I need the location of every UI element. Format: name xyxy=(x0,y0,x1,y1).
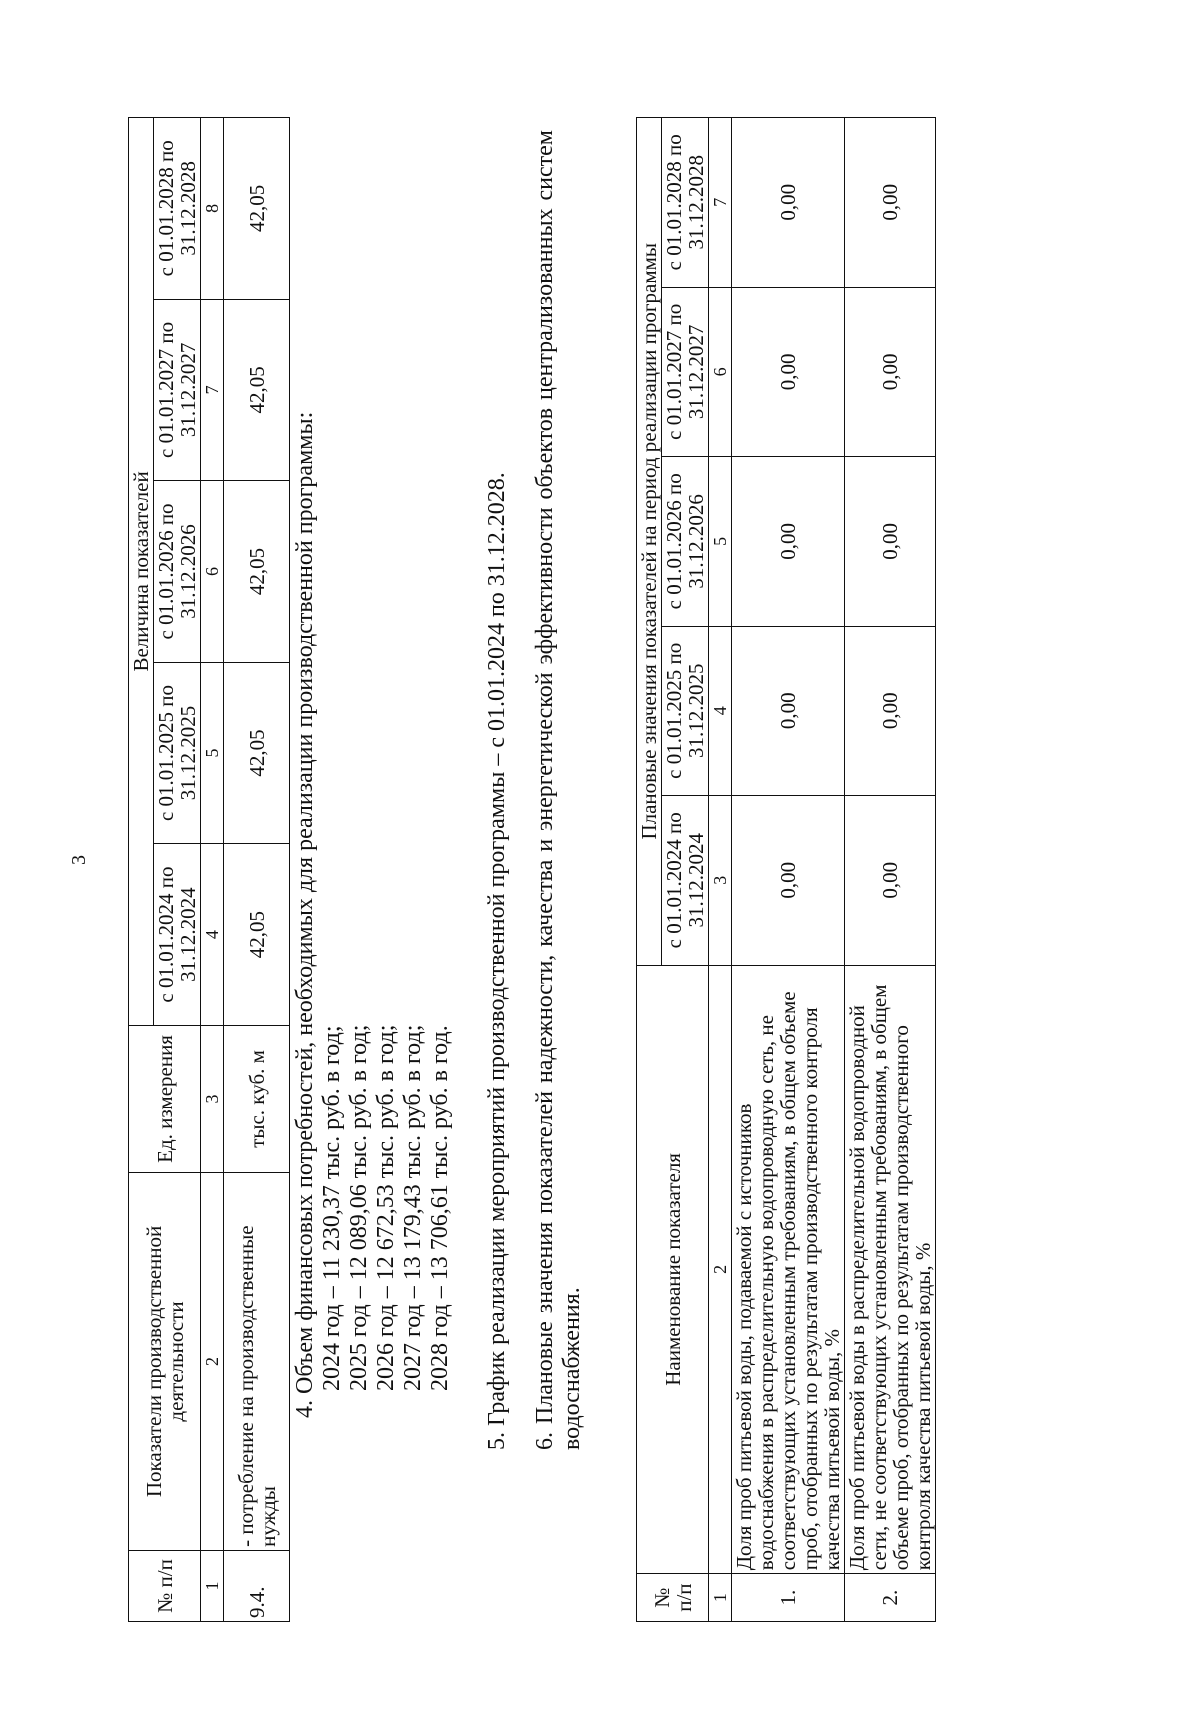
header-num: № п/п xyxy=(129,1550,201,1621)
header-period: с 01.01.2024 по 31.12.2024 xyxy=(662,796,709,965)
row-value: 0,00 xyxy=(845,457,936,626)
index-cell: 1 xyxy=(201,1550,224,1621)
header-period: с 01.01.2026 по 31.12.2026 xyxy=(154,481,201,663)
row-name: Доля проб питьевой воды, подаваемой с источников водоснабжения в распределительную водопроводную сеть, не соответствующих установленным требованиям, в общем объеме проб, отобранных по результатам производственного контроля качества питьевой воды, % xyxy=(732,965,845,1574)
row-name: - потребление на производственные нужды xyxy=(224,1173,290,1551)
row-num: 9.4. xyxy=(224,1550,290,1621)
financial-line: 2027 год – 13 179,43 тыс. руб. в год; xyxy=(400,1024,426,1391)
section-5-schedule: 5. График реализации мероприятий производственной программы – с 01.01.2024 по 31.12.2028. xyxy=(484,472,510,1450)
table-row xyxy=(732,118,845,1622)
row-value: 42,05 xyxy=(224,299,290,481)
header-period: с 01.01.2028 по 31.12.2028 xyxy=(662,118,709,288)
index-cell: 1 xyxy=(709,1574,732,1622)
header-period: с 01.01.2025 по 31.12.2025 xyxy=(662,626,709,795)
row-value: 0,00 xyxy=(845,287,936,456)
financial-line: 2026 год – 12 672,53 тыс. руб. в год; xyxy=(373,1024,399,1391)
row-num: 2. xyxy=(845,1574,936,1622)
index-cell: 6 xyxy=(709,287,732,456)
financial-line: 2025 год – 12 089,06 тыс. руб. в год; xyxy=(346,1024,372,1391)
index-cell: 4 xyxy=(709,626,732,795)
header-period: с 01.01.2028 по 31.12.2028 xyxy=(154,118,201,300)
header-period: с 01.01.2026 по 31.12.2026 xyxy=(662,457,709,626)
row-value: 0,00 xyxy=(732,626,845,795)
row-value: 0,00 xyxy=(732,796,845,965)
row-num: 1. xyxy=(732,1574,845,1622)
row-value: 0,00 xyxy=(732,287,845,456)
index-cell: 7 xyxy=(201,299,224,481)
row-value: 42,05 xyxy=(224,118,290,300)
row-value: 0,00 xyxy=(732,457,845,626)
row-value: 42,05 xyxy=(224,844,290,1026)
index-cell: 6 xyxy=(201,481,224,663)
section-4-financial-needs xyxy=(292,412,454,1418)
row-unit: тыс. куб. м xyxy=(224,1025,290,1172)
production-indicators-table xyxy=(128,117,290,1622)
row-value: 0,00 xyxy=(845,118,936,288)
row-value: 0,00 xyxy=(845,796,936,965)
table-row xyxy=(224,118,290,1622)
header-name: Наименование показателя xyxy=(637,965,709,1574)
page-number: 3 xyxy=(68,855,90,865)
header-period: с 01.01.2027 по 31.12.2027 xyxy=(154,299,201,481)
row-value: 0,00 xyxy=(732,118,845,288)
index-cell: 5 xyxy=(201,662,224,844)
index-row xyxy=(709,118,732,1622)
header-unit: Ед. измерения xyxy=(129,1025,201,1172)
reliability-indicators-table xyxy=(636,117,936,1622)
financial-line: 2024 год – 11 230,37 тыс. руб. в год; xyxy=(319,1025,345,1391)
index-cell: 2 xyxy=(709,965,732,1574)
row-value: 42,05 xyxy=(224,481,290,663)
index-cell: 8 xyxy=(201,118,224,300)
section-6-planned-values: 6. Плановые значения показателей надежности, качества и энергетической эффективности объектов централизованных систем водоснабжения. xyxy=(532,130,585,1450)
header-group: Плановые значения показателей на период реализации программы xyxy=(637,118,662,966)
section-4-title: 4. Объем финансовых потребностей, необходимых для реализации производственной программы: xyxy=(292,411,318,1418)
financial-line: 2028 год – 13 706,61 тыс. руб. в год. xyxy=(427,1025,453,1391)
header-period: с 01.01.2024 по 31.12.2024 xyxy=(154,844,201,1026)
index-row xyxy=(201,118,224,1622)
header-group: Величина показателей xyxy=(129,118,154,1026)
index-cell: 5 xyxy=(709,457,732,626)
row-value: 0,00 xyxy=(845,626,936,795)
table-row xyxy=(845,118,936,1622)
header-indicator: Показатели производственной деятельности xyxy=(129,1173,201,1551)
index-cell: 3 xyxy=(201,1025,224,1172)
row-value: 42,05 xyxy=(224,662,290,844)
index-cell: 4 xyxy=(201,844,224,1026)
index-cell: 2 xyxy=(201,1173,224,1551)
header-period: с 01.01.2025 по 31.12.2025 xyxy=(154,662,201,844)
index-cell: 7 xyxy=(709,118,732,288)
header-num: № п/п xyxy=(637,1574,709,1622)
index-cell: 3 xyxy=(709,796,732,965)
row-name: Доля проб питьевой воды в распределительной водопроводной сети, не соответствующих установленным требованиям, в общем объеме проб, отобранных по результатам производственного контроля качества питьевой воды, % xyxy=(845,965,936,1574)
header-period: с 01.01.2027 по 31.12.2027 xyxy=(662,287,709,456)
